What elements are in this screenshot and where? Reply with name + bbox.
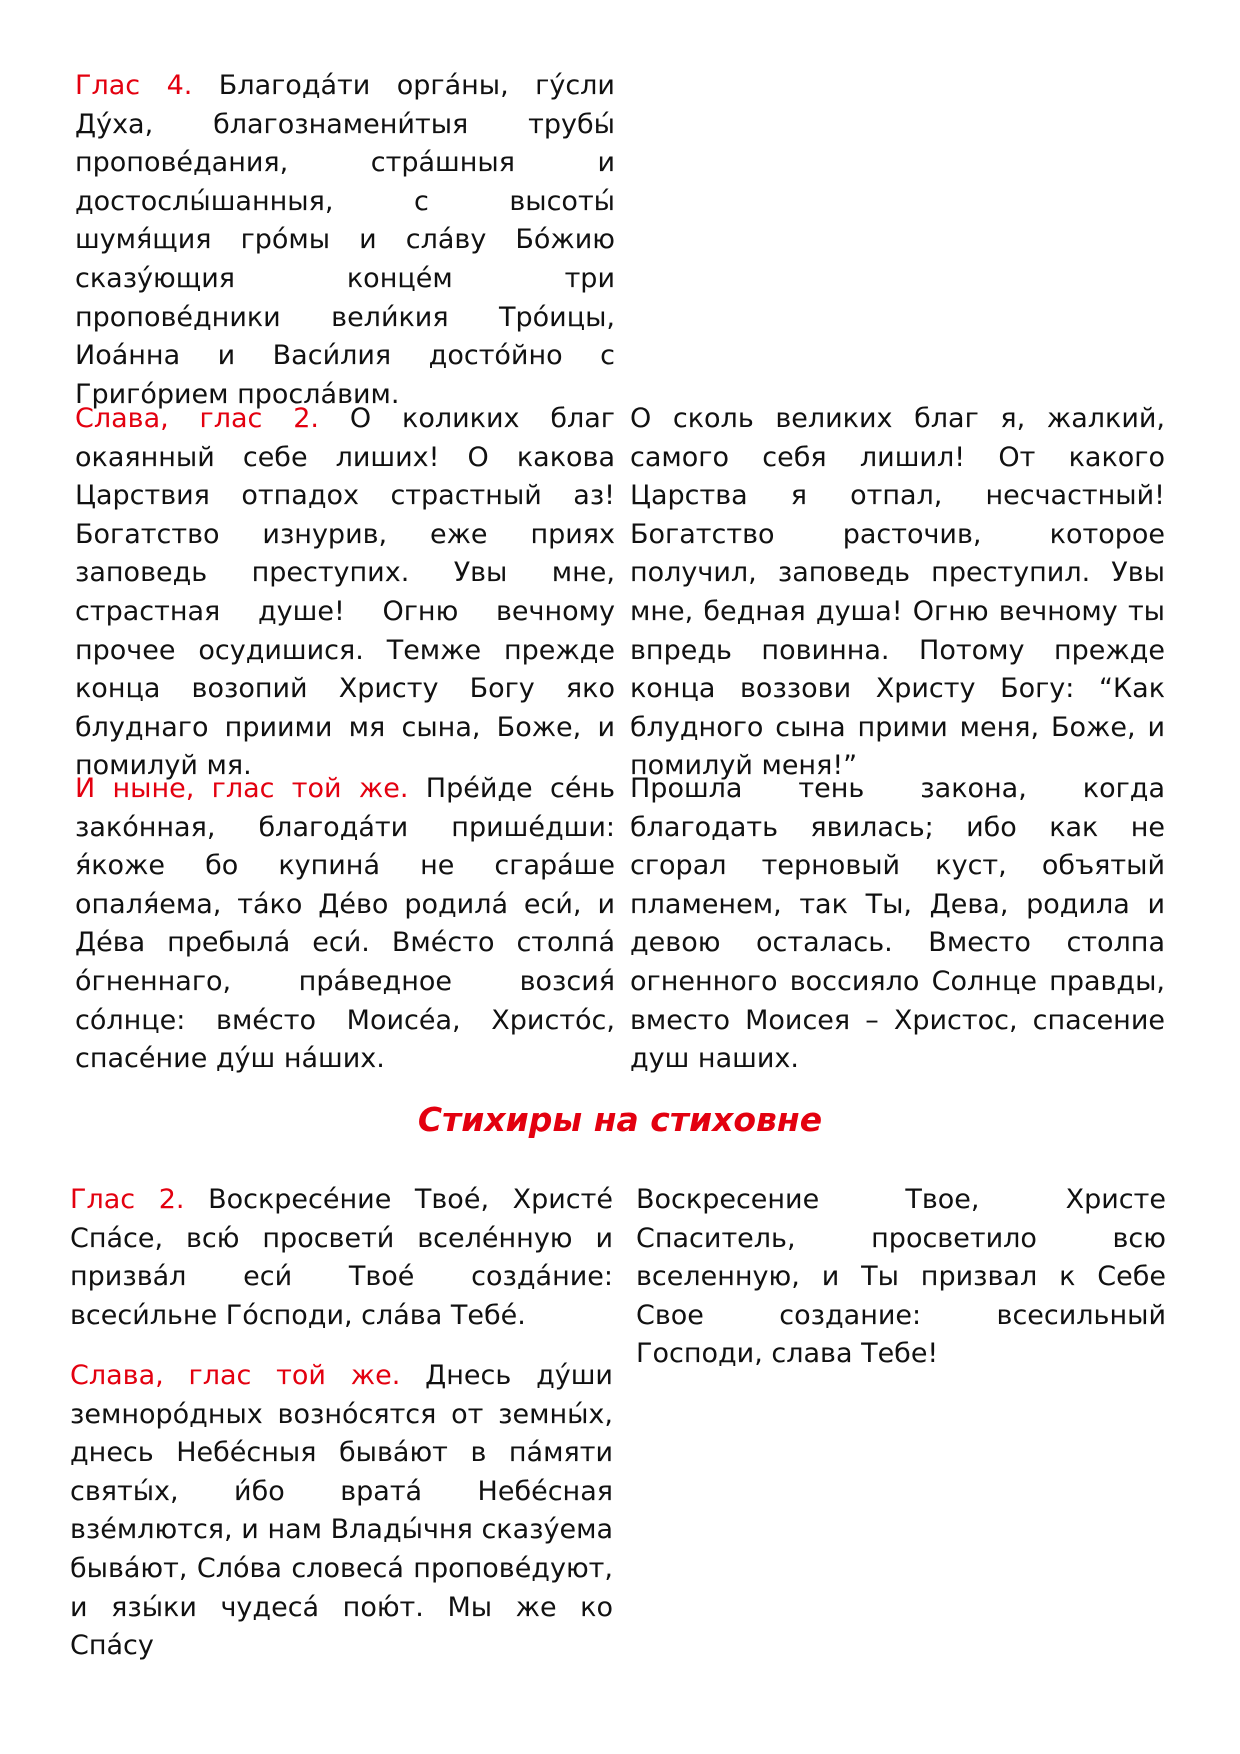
tone-label: Слава, глас той же. xyxy=(70,1360,401,1391)
hymn-church-slavonic xyxy=(75,770,615,1079)
hymn-church-slavonic xyxy=(70,1181,613,1335)
tone-label: Глас 4. xyxy=(75,70,193,101)
hymn-church-slavonic xyxy=(75,400,615,786)
hymn-text: Днесь ду́ши земноро́дных возно́сятся от земны́х, днесь Небе́сныя быва́ют в па́мяти святы́х, и́бо врата́ Небе́сная взе́млются, и нам Влады́чня сказу́ема быва́ют, Сло́ва словеса́ пропове́дуют, и язы́ки чудеса́ пою́т. Мы же ко Спа́су xyxy=(70,1360,613,1662)
hymn-church-slavonic xyxy=(75,67,615,414)
tone-label: Слава, глас 2. xyxy=(75,403,320,434)
hymn-russian-translation: Прошла тень закона, когда благодать явилась; ибо как не сгорал терновый куст, объятый пламенем, так Ты, Дева, родила и девою осталась. Вместо столпа огненного воссияло Солнце правды, вместо Моисея – Христос, спасение душ наших. xyxy=(630,773,1165,1075)
hymn-text: Пре́йде се́нь зако́нная, благода́ти прише́дши: я́коже бо купина́ не сгара́ше опаля́ема, та́ко Де́во родила́ еси́, и Де́ва пребыла́ еси́. Вме́сто столпа́ о́гненнаго, пра́ведное возсия́ со́лнце: вме́сто Моисе́а, Христо́с, спасе́ние ду́ш на́ших. xyxy=(75,773,616,1075)
hymn-text: Благода́ти орга́ны, гу́сли Ду́ха, благознамени́тыя трубы́ пропове́дания, стра́шныя и достослы́шанныя, с высоты́ шумя́щия гро́мы и сла́ву Бо́жию сказу́ющия конце́м три пропове́дники вели́кия Тро́ицы, Иоа́нна и Васи́лия досто́йно с Григо́рием просла́вим. xyxy=(75,70,615,410)
tone-label: И ныне, глас той же. xyxy=(75,773,409,804)
hymn-text: Воскресе́ние Твое́, Христе́ Спа́се, всю́ просвети́ вселе́нную и призва́л еси́ Твое́ созда́ние: всеси́льне Го́споди, сла́ва Тебе́. xyxy=(70,1184,613,1331)
hymn-russian-translation: О сколь великих благ я, жалкий, самого себя лишил! От какого Царства я отпал, несчастный! Богатство расточив, которое получил, заповедь преступил. Увы мне, бедная душа! Огню вечному ты впредь повинна. Потому прежде конца воззови Христу Богу: “Как блудного сына прими меня, Боже, и помилуй меня!” xyxy=(630,403,1165,782)
tone-label: Глас 2. xyxy=(70,1184,185,1215)
hymn-russian-translation: Воскресение Твое, Христе Спаситель, просветило всю вселенную, и Ты призвал к Себе Свое создание: всесильный Господи, слава Тебе! xyxy=(636,1184,1166,1370)
hymn-church-slavonic xyxy=(70,1357,613,1666)
hymn-text: О коликих благ окаянный себе лиших! О какова Царствия отпадох страстный аз! Богатство изнурив, еже приях заповедь преступих. Увы мне, страстная душе! Огню вечному прочее осудишися. Темже прежде конца возопий Христу Богу яко блуднаго приими мя сына, Боже, и помилуй мя. xyxy=(75,403,615,782)
section-heading: Стихиры на стиховне xyxy=(417,1100,823,1139)
